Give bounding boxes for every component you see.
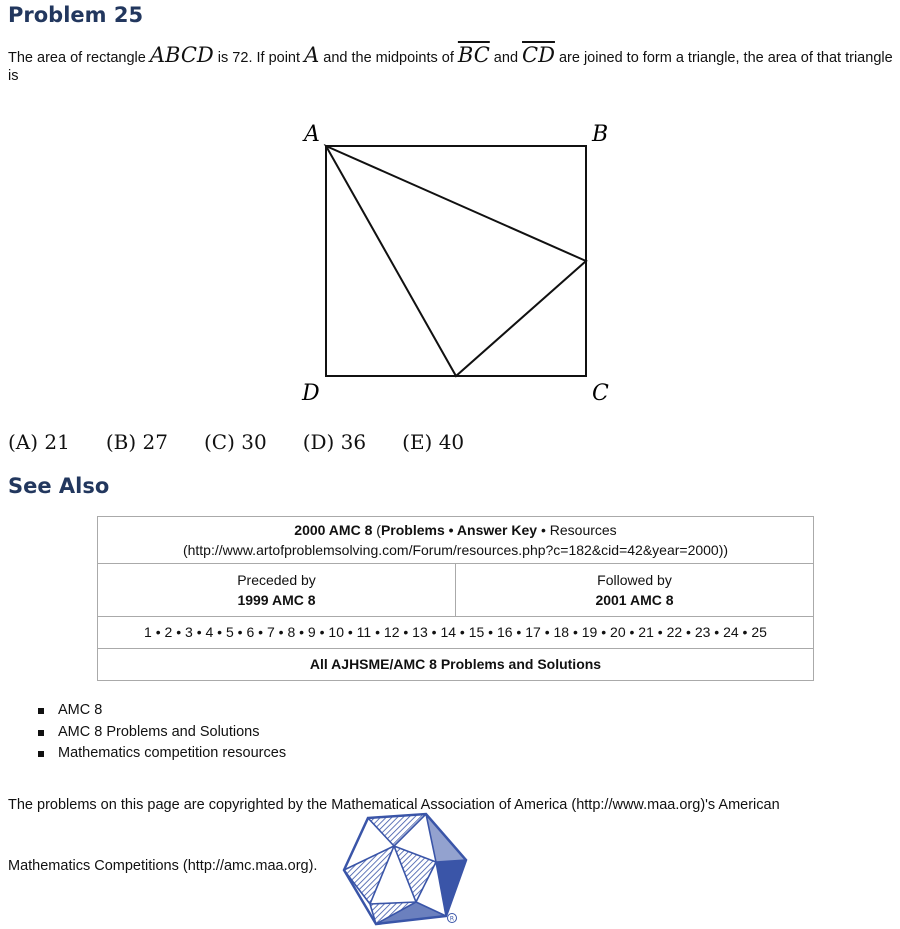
problem-number-link[interactable]: 18 — [553, 624, 570, 640]
problem-number-link[interactable]: 25 — [751, 624, 767, 640]
problem-number-link[interactable]: 3 — [185, 624, 193, 640]
navbox-header: 2000 AMC 8 (Problems • Answer Key • Resources (http://www.artofproblemsolving.com/Forum/resources.php?c=182&cid=42&year=2000)) — [98, 517, 814, 564]
problem-number-link[interactable]: 4 — [205, 624, 214, 640]
problem-number-link[interactable]: 16 — [496, 624, 513, 640]
problem-number-link[interactable]: 20 — [610, 624, 626, 640]
list-item — [38, 700, 286, 722]
problem-statement: The area of rectangle ABCD is 72. If point A and the midpoints of $\overline{BC}$ and $\overline{CD}$ are joined to form a triangle, the area of that triangle is — [8, 43, 893, 84]
vertex-label-a: A — [304, 122, 320, 147]
list-item — [38, 743, 286, 765]
problem-number-link[interactable]: 8 — [287, 624, 296, 640]
problem-number-link[interactable]: 17 — [525, 624, 541, 640]
answer-key-link[interactable]: Answer Key — [456, 522, 538, 538]
rectangle-abcd — [326, 146, 586, 376]
vertex-label-b: B — [592, 122, 609, 147]
category-link-amc8-problems[interactable]: AMC 8 Problems and Solutions — [58, 723, 260, 740]
choice-a: (A) 21 — [8, 430, 70, 454]
problem-number-link[interactable]: 9 — [307, 624, 316, 640]
math-point-a: A — [304, 43, 320, 67]
problem-number-link[interactable]: 24 — [723, 624, 739, 640]
problem-number-links: 1 • 2 • 3 • 4 • 5 • 6 • 7 • 8 • 9 • 10 • 11 • 12 • 13 • 14 • 15 • 16 • 17 • 18 • 19 • 20 • 21 • 22 • 23 • 24 • 25 — [98, 617, 814, 649]
contest-link[interactable]: 2000 AMC 8 — [294, 522, 373, 538]
preceded-cell: Preceded by 1999 AMC 8 — [98, 564, 456, 617]
list-item — [38, 722, 286, 744]
problem-number-link[interactable]: 19 — [581, 624, 598, 640]
problem-number-link[interactable]: 21 — [638, 624, 654, 640]
category-link-amc8[interactable]: AMC 8 — [58, 702, 103, 718]
math-rect-name: ABCD — [149, 43, 214, 67]
math-segment-cd: $\overline{CD}$ — [522, 43, 555, 67]
problem-number-link[interactable]: 23 — [694, 624, 711, 640]
vertex-label-d: D — [302, 381, 320, 406]
category-list — [38, 700, 286, 765]
resources-link[interactable]: Resources (http://www.artofproblemsolving.com/Forum/resources.php?c=182&cid=42&year=2000) — [182, 522, 724, 558]
problem-number-link[interactable]: 2 — [164, 624, 173, 640]
problem-number-link[interactable]: 15 — [468, 624, 485, 640]
followed-cell: Followed by 2001 AMC 8 — [456, 564, 814, 617]
see-also-title: See Also — [8, 474, 110, 498]
copyright-line-1: The problems on this page are copyrighted by the Mathematical Association of America (http://www.maa.org)'s American — [8, 797, 780, 813]
choice-c: (C) 30 — [203, 430, 267, 454]
contest-navigation-box — [97, 516, 814, 681]
problems-link[interactable]: Problems — [380, 522, 445, 538]
problem-number-link[interactable]: 11 — [356, 624, 372, 640]
problem-number-link[interactable]: 5 — [225, 624, 234, 640]
problem-title: Problem 25 — [8, 3, 144, 27]
rectangle-triangle-figure — [296, 112, 616, 412]
choice-d: (D) 36 — [302, 430, 367, 454]
problem-number-link[interactable]: 7 — [266, 624, 275, 640]
problem-number-link[interactable]: 6 — [246, 624, 255, 640]
followed-link[interactable]: 2001 AMC 8 — [595, 592, 674, 608]
category-link-math-resources[interactable]: Mathematics competition resources — [58, 745, 287, 761]
problem-number-link[interactable]: 14 — [440, 624, 457, 640]
problem-number-link[interactable]: 1 — [144, 624, 152, 640]
problem-number-link[interactable]: 10 — [328, 624, 344, 640]
triangle — [326, 146, 586, 376]
all-problems-link[interactable]: All AJHSME/AMC 8 Problems and Solutions — [309, 656, 602, 672]
problem-number-link[interactable]: 12 — [383, 624, 400, 640]
svg-text:R: R — [449, 915, 455, 923]
problem-number-link[interactable]: 13 — [412, 624, 428, 640]
all-problems-cell — [98, 649, 814, 681]
choice-e: (E) 40 — [402, 430, 465, 454]
answer-choices — [8, 430, 500, 454]
preceded-link[interactable]: 1999 AMC 8 — [237, 592, 316, 608]
copyright-line-2: Mathematics Competitions (http://amc.maa.org). — [8, 858, 318, 874]
choice-b: (B) 27 — [105, 430, 168, 454]
maa-icosahedron-logo-icon — [340, 812, 470, 927]
math-segment-bc: $\overline{BC}$ — [457, 43, 490, 67]
vertex-label-c: C — [592, 381, 609, 406]
problem-number-link[interactable]: 22 — [666, 624, 683, 640]
